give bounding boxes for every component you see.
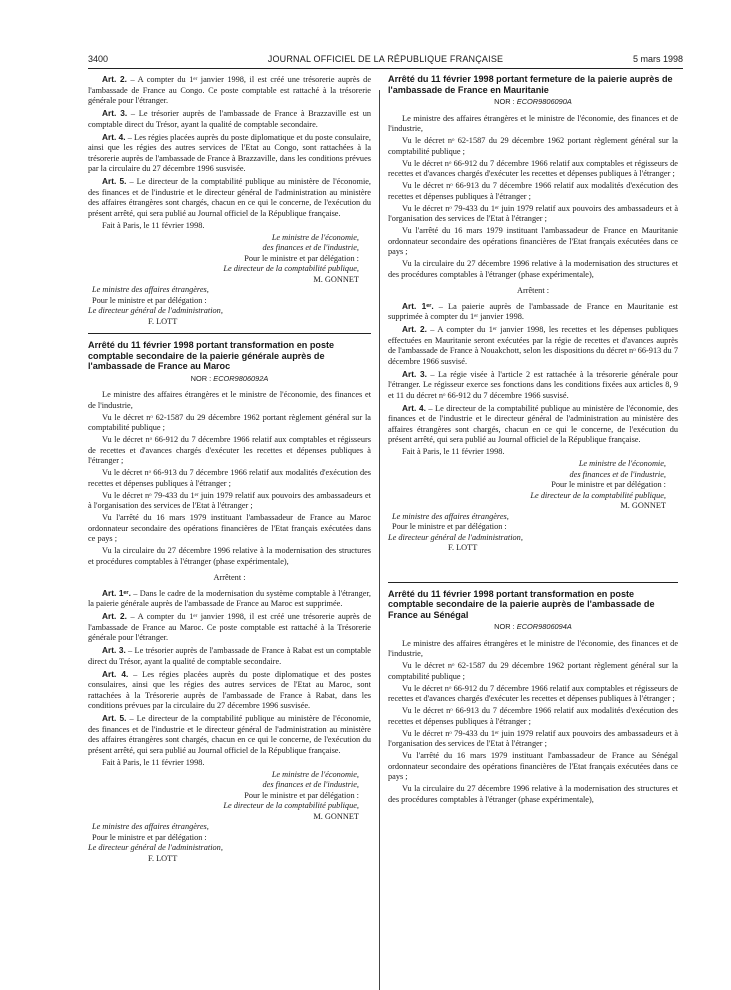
fait-a-paris: Fait à Paris, le 11 février 1998. (402, 447, 505, 457)
article-5: Art. 5. – Le directeur de la comptabilité publique au ministère de l'économie, des finances et de l'industrie et le directeur général de l'administration au ministère des affaires étrangères sont chargés, chacun en ce qui le concerne, de l'exécution du présent arrêté, qui sera publié au Journal officiel de la République française. (88, 713, 372, 755)
visa: Vu l'arrêté du 16 mars 1979 instituant l'ambassadeur de France en Mauritanie ordonnateur secondaire des opérations financières de l'Etat français exécutées dans ce pays ; (388, 226, 678, 257)
visa: Vu le décret nᵒ 66-912 du 7 décembre 1966 relatif aux comptables et régisseurs de recettes et d'avances chargés d'exécuter les recettes et dépenses publiques à l'étranger ; (88, 435, 371, 466)
visa: Vu le décret nᵒ 66-913 du 7 décembre 1966 relatif aux modalités d'exécution des recettes et dépenses publiques à l'étranger ; (388, 706, 678, 726)
section-rule (388, 582, 678, 583)
visa: Vu le décret nᵒ 62-1587 du 29 décembre 1962 portant règlement général sur la comptabilité publique ; (388, 661, 678, 681)
arrete-title: Arrêté du 11 février 1998 portant transformation en poste comptable secondaire de la paierie générale auprès de l'ambassade de France au Maroc (88, 340, 335, 372)
column-separator (379, 90, 380, 990)
visa: Vu l'arrêté du 16 mars 1979 instituant l'ambassadeur de France au Maroc ordonnateur secondaire des opérations financières de l'Etat français exécutées dans ce pays ; (88, 513, 371, 544)
visa: Vu le décret nᵒ 66-913 du 7 décembre 1966 relatif aux modalités d'exécution des recettes et dépenses publiques à l'étranger ; (388, 181, 678, 201)
article-2: Art. 2. – A compter du 1ᵉʳ janvier 1998, les recettes et les dépenses publiques effectuées en Mauritanie seront exécutées par la régie de recettes et d'avances auprès de l'ambassade de France à Nouakchott, selon les dispositions du décret nᵒ 66-913 du 7 décembre 1966 susvisé. (388, 324, 678, 366)
article-4: Art. 4. – Les régies placées auprès du poste diplomatique et du poste consulaire, ainsi que les régies des autres services de l'Etat au Congo, sont rattachées à la trésorerie auprès de l'ambassade de France à Brazzaville, dans les conditions prévues par la circulaire du 27 décembre 1996 susvisée. (88, 131, 371, 173)
visa: Vu le décret nᵒ 62-1587 du 29 décembre 1962 portant règlement général sur la comptabilité publique ; (88, 412, 371, 433)
signature-block-affaires: Le ministre des affaires étrangères, Pour le ministre et par délégation : Le directeur général de l'administration, F. LOTT (88, 822, 223, 863)
page-number: 3400 (88, 54, 109, 64)
article-1: Art. 1ᵉʳ. – La paierie auprès de l'ambassade de France en Mauritanie est supprimée à compter du 1ᵉʳ janvier 1998. (388, 300, 678, 322)
article-3: Art. 3. – La régie visée à l'article 2 est rattachée à la trésorerie générale pour l'étranger. Le régisseur exerce ses fonctions dans les conditions fixées aux articles 8, 9 et 11 du décret nᵒ 66-912 du 7 décembre 1966 susvisé. (388, 368, 678, 400)
visa: Vu la circulaire du 27 décembre 1996 relative à la modernisation des structures et des procédures comptables à l'étranger (phase expérimentale), (388, 259, 678, 279)
fait-a-paris: Fait à Paris, le 11 février 1998. (102, 757, 205, 767)
visa: Vu la circulaire du 27 décembre 1996 relative à la modernisation des structures et procédures comptables à l'étranger (phase expérimentale), (88, 546, 371, 566)
signature-block-affaires: Le ministre des affaires étrangères, Pour le ministre et par délégation : Le directeur général de l'administration, F. LOTT (88, 285, 223, 326)
arrete-mauritanie (388, 74, 678, 554)
article-2: Art. 2. – A compter du 1ᵉʳ janvier 1998, il est créé une trésorerie auprès de l'ambassade de France au Congo. Ce poste comptable est rattaché à la trésorerie générale pour l'étranger. (88, 74, 371, 105)
arrete-senegal (388, 589, 678, 806)
left-column (88, 74, 371, 864)
visa: Vu le décret nᵒ 79-433 du 1ᵉʳ juin 1979 relatif aux pouvoirs des ambassadeurs et à l'organisation des services de l'Etat à l'étranger ; (88, 490, 371, 511)
nor-reference: NOR : ECOR9806090A (494, 97, 572, 107)
section-rule (88, 333, 371, 334)
preamble: Le ministre des affaires étrangères et le ministre de l'économie, des finances et de l'industrie, (388, 638, 678, 659)
article-4: Art. 4. – Les régies placées auprès du poste diplomatique et des postes consulaires, ainsi que les régies des autres services de l'Etat au Maroc, sont rattachées à la Trésorerie auprès de l'ambassade de France à Rabat, dans les conditions prévues par la circulaire du 27 décembre 1996 susvisée. (88, 668, 372, 711)
header-rule (88, 68, 683, 69)
arretent: Arrêtent : (516, 286, 550, 296)
fait-a-paris: Fait à Paris, le 11 février 1998. (102, 220, 205, 230)
preamble: Le ministre des affaires étrangères et le ministre de l'économie, des finances et de l'industrie, (88, 390, 371, 410)
article-5: Art. 5. – Le directeur de la comptabilité publique au ministère de l'économie, des finances et de l'industrie et le directeur général de l'administration au ministère des affaires étrangères sont chargés, chacun en ce qui le concerne, de l'exécution du présent arrêté, qui sera publié au Journal officiel de la République française. (88, 176, 372, 218)
article-4: Art. 4. – Le directeur de la comptabilité publique au ministère de l'économie, des finances et de l'industrie et le directeur général de l'administration au ministère des affaires étrangères sont chargés, chacun en ce qui le concerne, de l'exécution du présent arrêté, qui sera publié au Journal officiel de la République française. (388, 402, 678, 445)
arrete-title: Arrêté du 11 février 1998 portant fermeture de la paierie auprès de l'ambassade de France en Mauritanie (388, 74, 673, 95)
journal-title: JOURNAL OFFICIEL DE LA RÉPUBLIQUE FRANÇAISE (267, 54, 504, 64)
article-1: Art. 1ᵉʳ. – Dans le cadre de la modernisation du système comptable à l'étranger, la paierie générale auprès de l'ambassade de France au Maroc est supprimée. (88, 587, 371, 609)
visa: Vu le décret nᵒ 66-912 du 7 décembre 1966 relatif aux comptables et régisseurs de recettes et d'avances chargés d'exécuter les recettes et dépenses publiques à l'étranger ; (388, 683, 678, 704)
signature-block-economie: Le ministre de l'économie, des finances et de l'industrie, Pour le ministre et par délégation : Le directeur de la comptabilité publique, M. GONNET (223, 769, 359, 821)
visa: Vu le décret nᵒ 66-913 du 7 décembre 1966 relatif aux modalités d'exécution des recettes et dépenses publiques à l'étranger ; (88, 468, 371, 488)
signature-block-affaires: Le ministre des affaires étrangères, Pour le ministre et par délégation : Le directeur général de l'administration, F. LOTT (388, 511, 523, 553)
nor-reference: NOR : ECOR9806094A (494, 622, 572, 632)
visa: Vu la circulaire du 27 décembre 1996 relative à la modernisation des structures et des procédures comptables à l'étranger (phase expérimentale), (388, 784, 678, 804)
visa: Vu le décret nᵒ 79-433 du 1ᵉʳ juin 1979 relatif aux pouvoirs des ambassadeurs et à l'organisation des services de l'Etat à l'étranger ; (388, 728, 678, 749)
article-3: Art. 3. – Le trésorier auprès de l'ambassade de France à Brazzaville est un comptable direct du Trésor, ayant la qualité de comptable secondaire. (88, 108, 372, 129)
visa: Vu le décret nᵒ 79-433 du 1ᵉʳ juin 1979 relatif aux pouvoirs des ambassadeurs et à l'organisation des services de l'Etat à l'étranger ; (388, 203, 678, 224)
signature-block-economie: Le ministre de l'économie, des finances et de l'industrie, Pour le ministre et par délégation : Le directeur de la comptabilité publique, M. GONNET (223, 232, 359, 284)
visa: Vu l'arrêté du 16 mars 1979 instituant l'ambassadeur de France au Sénégal ordonnateur secondaire des opérations financières de l'Etat français exécutées dans ce pays ; (388, 751, 678, 782)
nor-reference: NOR : ECOR9806092A (190, 373, 269, 383)
preamble: Le ministre des affaires étrangères et le ministre de l'économie, des finances et de l'industrie, (388, 113, 678, 134)
arrete-title: Arrêté du 11 février 1998 portant transformation en poste comptable secondaire de la paierie auprès de l'ambassade de France au Sénégal (388, 588, 655, 620)
signature-block-economie: Le ministre de l'économie, des finances et de l'industrie, Pour le ministre et par délégation : Le directeur de la comptabilité publique, M. GONNET (530, 459, 666, 511)
visa: Vu le décret nᵒ 66-912 du 7 décembre 1966 relatif aux comptables et régisseurs de recettes et d'avances chargés d'exécuter les recettes et dépenses publiques à l'étranger ; (388, 158, 678, 179)
arrete-maroc (88, 340, 371, 864)
visa: Vu le décret nᵒ 62-1587 du 29 décembre 1962 portant règlement général sur la comptabilité publique ; (388, 136, 678, 156)
article-2: Art. 2. – A compter du 1ᵉʳ janvier 1998, il est créé une trésorerie auprès de l'ambassade de France au Maroc. Ce poste comptable est rattaché à la Trésorerie générale pour l'étranger. (88, 611, 371, 643)
issue-date: 5 mars 1998 (632, 54, 683, 64)
article-3: Art. 3. – Le trésorier auprès de l'ambassade de France à Rabat est un comptable direct du Trésor, ayant la qualité de comptable secondaire. (88, 645, 371, 666)
page-header (88, 54, 683, 68)
arretent: Arrêtent : (213, 573, 246, 583)
right-column (388, 74, 678, 807)
